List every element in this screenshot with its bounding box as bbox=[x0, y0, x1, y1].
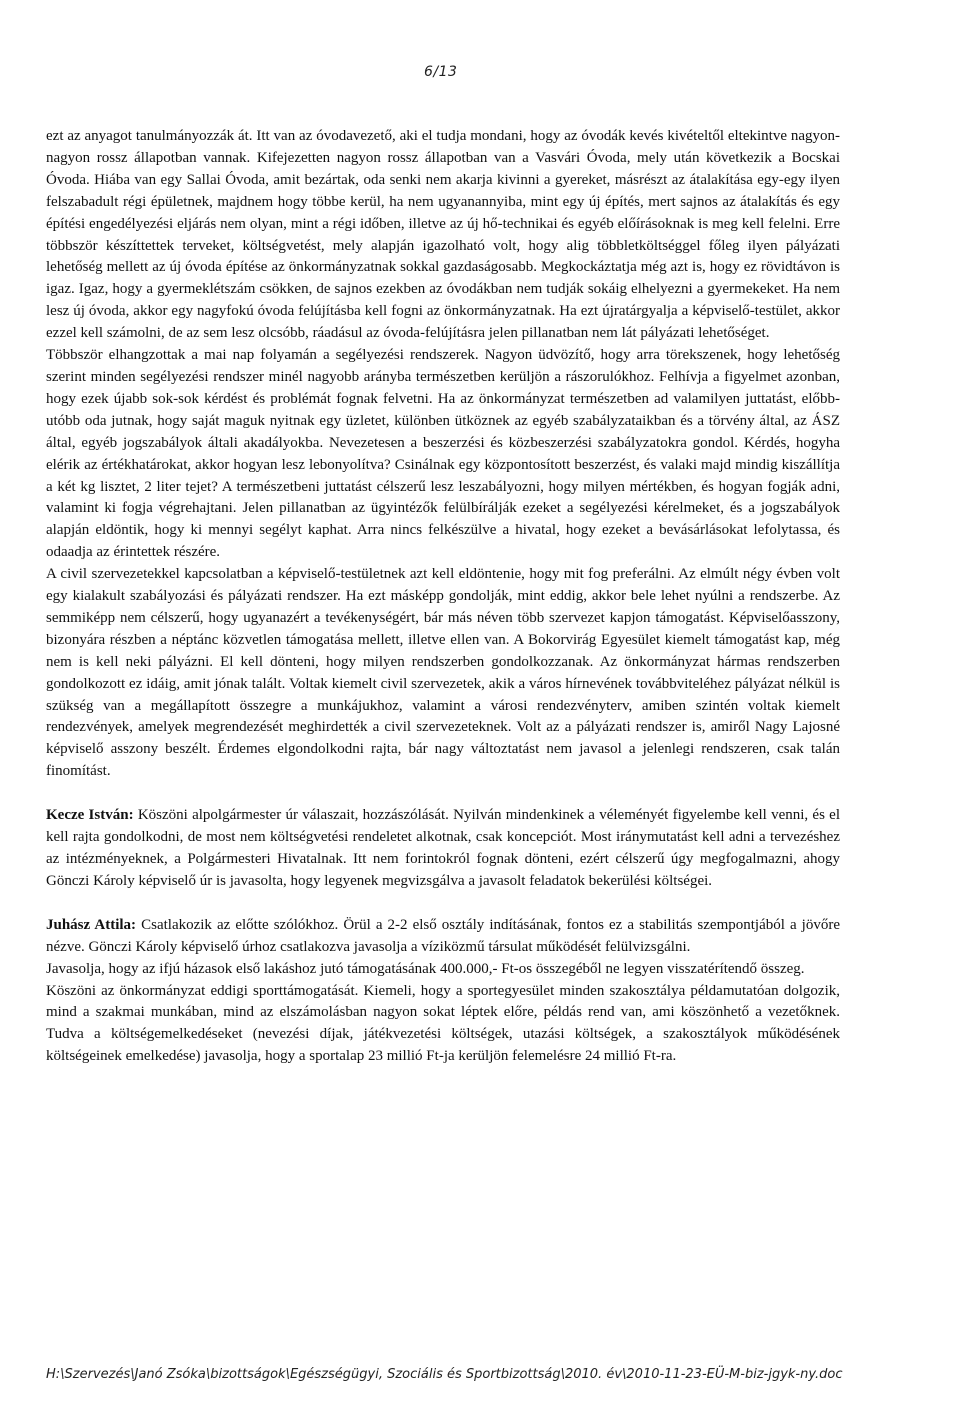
paragraph-juhasz bbox=[46, 915, 840, 959]
file-path-footer: H:\Szervezés\Janó Zsóka\bizottságok\Egészségügyi, Szociális és Sportbizottság\2010. év\2010-11-23-EÜ-M-biz-jgyk-ny.doc bbox=[46, 1367, 843, 1382]
paragraph-welfare: Többször elhangzottak a mai nap folyamán a segélyezési rendszerek. Nagyon üdvözítő, hogy arra törekszenek, hogy lehetőség szerint minden segélyezési rendszer minél nagyobb arányba természetben kerüljön a rászorulókhoz. Felhívja a figyelmet azonban, hogy ezek újabb sok-sok kérdést és problémát fognak felvetni. Ha az önkormányzat természetben ad valamilyen juttatást, előbb-utóbb oda jutnak, hogy saját maguk nyitnak egy üzletet, különben ütköznek az egyéb szabályzataikban és a törvény által, az ÁSZ által, egyéb jogszabályok általi akadályokba. Nevezetesen a beszerzési és közbeszerzési szabályzatokra gondol. Kérdés, hogyha elérik az értékhatárokat, akkor hogyan lesz lebonyolítva? Csinálnak egy központosított beszerzést, és valaki majd mindig kiszállítja a két kg lisztet, 2 liter tejet? A természetbeni juttatást célszerű lesz leszabályozni, hogy milyen mértékben, és hogyan fogják adni, valamint ki fogja végrehajtani. Jelen pillanatban az ügyintézők felülbírálják ezeket a segélyezési kérelmeket, és a jogszabályok alapján eldöntik, hogy ki mennyi segélyt kaphat. Arra nincs felkészülve a hivatal, hogy ezeket a bevásárlásokat lefolytassa, és odaadja az érintettek részére. bbox=[46, 347, 840, 561]
speaker-name: Kecze István: bbox=[46, 807, 134, 824]
page-number: 6/13 bbox=[424, 64, 458, 80]
paragraph-housing-support: Javasolja, hogy az ifjú házasok első lakáshoz jutó támogatásának 400.000,- Ft-os összegéből ne legyen visszatérítendő összeg. bbox=[46, 960, 805, 977]
speech-text: Csatlakozik az előtte szólókhoz. Örül a 2-2 első osztály indításának, fontos ez a stabilitás szempontjából a jövőre nézve. Gönczi Károly képviselő úrhoz csatlakozva javasolja a víziközmű társulat működését felülvizsgálni. bbox=[46, 916, 840, 955]
paragraph-civil-organizations: A civil szervezetekkel kapcsolatban a képviselő-testületnek azt kell eldöntenie, hogy mit fog preferálni. Az elmúlt négy évben volt egy kialakult szabályozási és pályázati rendszer. Ha ezt másképp gondolják, mint eddig, akkor bele lehet nyúlni a rendszerbe. Az semmiképp nem célszerű, hogy ugyanazért a tevékenységért, bár más néven több szervezet kapjon támogatást. Képviselőasszony, bizonyára részben a néptánc közvetlen támogatása mellett, illetve ellen van. A Bokorvirág Egyesület kiemelt támogatást kap, még nem is kell neki pályázni. El kell dönteni, hogy milyen rendszerben gondolkozzanak. Az önkormányzat hármas rendszerben gondolkozott ez idáig, amit jónak talált. Voltak kiemelt civil szervezetek, akik a város hírnevének továbbviteléhez pályázat nélkül is szükség van a megállapított összegre a munkájukhoz, valamint a városi rendezvényterv, amiben szintén voltak kiemelt rendezvények, amelyek megrendezését meghirdették a civil szervezeteknek. Volt az a pályázati rendszer is, amiről Nagy Lajosné képviselő asszony beszélt. Érdemes elgondolkodni rajta, bár nagy változtatást nem javasol a jelenlegi rendszeren, csak talán finomítást. bbox=[46, 566, 840, 780]
speaker-name: Juhász Attila: bbox=[46, 916, 137, 933]
document-body bbox=[46, 126, 840, 1068]
speech-text: Köszöni alpolgármester úr válaszait, hozzászólását. Nyilván mindenkinek a véleményét figyelembe kell venni, és el kell rajta gondolkodni, de most nem költségvetési rendeletet alkotnak, csak koncepciót. Most iránymutatást kell adni a tervezéshez az intézményeknek, a Polgármesteri Hivatalnak. Itt nem forintokról fognak dönteni, ezért célszerű úgy megfogalmazni, ahogy Gönczi Károly képviselő úr is javasolta, hogy legyenek megvizsgálva a javasolt feladatok bekerülési költségei. bbox=[46, 807, 840, 889]
paragraph-kindergarten: ezt az anyagot tanulmányozzák át. Itt van az óvodavezető, aki el tudja mondani, hogy az óvodák kevés kivételtől eltekintve nagyon-nagyon rossz állapotban vannak. Kifejezetten nagyon rossz állapotban van a Vasvári Óvoda, mely után következik a Bocskai Óvoda. Hiába van egy Sallai Óvoda, amit bezártak, oda senki nem akarja kivinni a gyereket, másrészt az átalakítása egy-egy ilyen felszabadult régi épületnek, majdnem hogy többe kerül, ha nem ugyanannyiba, mint egy új építés, mert sajnos az átalakítás és egy építési engedélyezési eljárás nem olyan, mint a régi időben, illetve az új hő-technikai és egyéb előírásoknak is meg kell felelni. Erre többször készíttettek terveket, költségvetést, mely alapján igazolható volt, hogy alig többletköltséggel főleg ilyen pályázati lehetőség mellett az új óvoda építése az önkormányzatnak sokkal gazdaságosabb. Megkockáztatja még azt is, hogy ez rövidtávon is igaz. Igaz, hogy a gyermeklétszám csökken, de sajnos ezekben az óvodákban nem tudják sokáig elhelyezni a gyermekeket. Ha nem lesz új óvoda, akkor egy nagyfokú óvoda felújításba kell fogni az önkormányzatnak. Ha ezt újratárgyalja a képviselő-testület, akkor ezzel kell számolni, de az sem lesz olcsóbb, ráadásul az óvoda-felújításra jelen pillanatban nem lát pályázati lehetőséget. bbox=[46, 128, 840, 342]
paragraph-sport-support: Köszöni az önkormányzat eddigi sporttámogatását. Kiemeli, hogy a sportegyesület minden szakosztálya példamutatóan dolgozik, mind a szakmai munkában, mind az elszámolásban nagyon sokat léptek előre, példás rend van, ami köszönhető a vezetőknek. Tudva a költségemelkedéseket (nevezési díjak, játékvezetési költségek, utazási költségek, a szakosztályok működésének költségeinek emelkedése) javasolja, hogy a sportalap 23 millió Ft-ja kerüljön felemelésre 24 millió Ft-ra. bbox=[46, 982, 840, 1065]
paragraph-kecze bbox=[46, 805, 840, 893]
